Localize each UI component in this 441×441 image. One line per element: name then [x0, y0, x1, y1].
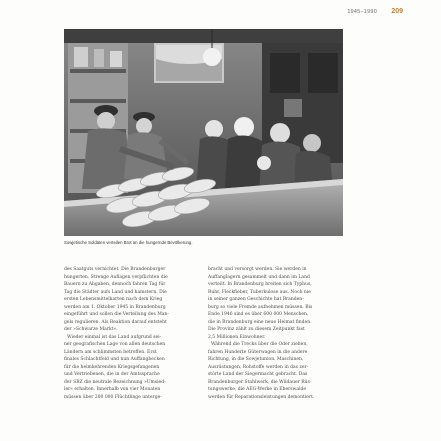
text-line: und Vertriebenen, die in der Amtssprache — [64, 372, 160, 377]
right-text-column — [208, 266, 338, 401]
text-line: eingeführt und sollen die Verteilung des Man- — [64, 312, 169, 317]
text-line: ersten Lebensmittelkarten nach dem Krieg — [64, 297, 163, 302]
photo-caption: Sowjetische Soldaten verteilen Brot an die hungernde Bevölkerung. — [64, 240, 193, 245]
text-line: burg so viele Fremde aufnehmen müssen. Bis — [208, 304, 313, 310]
text-line: tungswerke, die AEG-Werke in Eberswalde — [208, 387, 307, 392]
text-line: Wieder einmal ist das Land aufgrund sei- — [67, 334, 162, 340]
text-line: störte Land der Siegermacht gebracht. Das — [208, 372, 308, 377]
text-line: werden am 1. Oktober 1945 in Brandenburg — [64, 304, 166, 310]
text-line: Bauern zu Abgaben, dennoch fahren Tag für — [64, 282, 166, 287]
running-head: 1945–1990 — [347, 9, 377, 15]
text-line: Ländern am schlimmsten betroffen. Erst — [64, 349, 157, 355]
text-line: Während die Trecks über die Oder ziehen, — [211, 342, 308, 347]
text-line: der »Schwarze Markt«. — [64, 327, 118, 332]
text-line: Ende 1946 sind es über 600 000 Menschen, — [208, 312, 309, 317]
text-line: Ausrüstungen, Rohstoffe werden in das zer- — [208, 364, 309, 370]
text-line: hungerten. Strenge Auflagen verpflichten die — [64, 274, 168, 280]
text-line: werden für Reparationsleistungen demontiert. — [208, 394, 315, 400]
text-line: Richtung, in die Sowjetunion. Maschinen, — [208, 357, 304, 362]
text-line: die in Brandenburg eine neue Heimat finden. — [208, 319, 312, 325]
historical-photograph — [64, 29, 343, 236]
page-number: 209 — [391, 8, 403, 15]
text-line: der SBZ die neutrale Bezeichnung »Umsied- — [64, 379, 166, 385]
text-line: des Saatguts vernichtet. Die Brandenburger — [64, 267, 166, 272]
text-line: müssen über 200 000 Flüchtlinge unterge- — [64, 394, 162, 400]
text-line: verteilt. In Brandenburg breiten sich Typhus, — [208, 282, 312, 287]
text-line: Tag die Städter aufs Land und hamstern. Die — [64, 289, 167, 295]
text-line: ner geografischen Lage von allen deutschen — [64, 342, 166, 347]
text-line: bracht und versorgt werden. Sie werden in — [208, 267, 307, 272]
text-line: in seiner ganzen Geschichte hat Branden- — [208, 297, 304, 302]
text-line: Ruhr, Fleckfieber, Tuberkulose aus. Noch nie — [208, 289, 311, 295]
text-line: Auffanglagern gesammelt und dann im Land — [208, 274, 310, 280]
photograph-illustration — [64, 29, 343, 236]
text-line: 2,5 Millionen Einwohner. — [208, 334, 266, 340]
text-line: ler« erhalten. Innerhalb von vier Monaten — [64, 387, 161, 392]
text-line: fahren Hunderte Güterwagen in die andere — [208, 349, 308, 355]
left-text-column — [64, 266, 194, 401]
text-line: Die Provinz zählt zu diesem Zeitpunkt fast — [208, 327, 305, 332]
text-line: finales Schlachtfeld und nun Auffangbecken — [64, 357, 165, 362]
text-line: gels regulieren. Als Reaktion darauf entsteht — [64, 319, 167, 325]
text-line: für die heimkehrenden Kriegsgefangenen — [64, 364, 160, 370]
text-line: Brandenburger Stahlwerk, die Wildauer Rüs- — [208, 379, 312, 385]
